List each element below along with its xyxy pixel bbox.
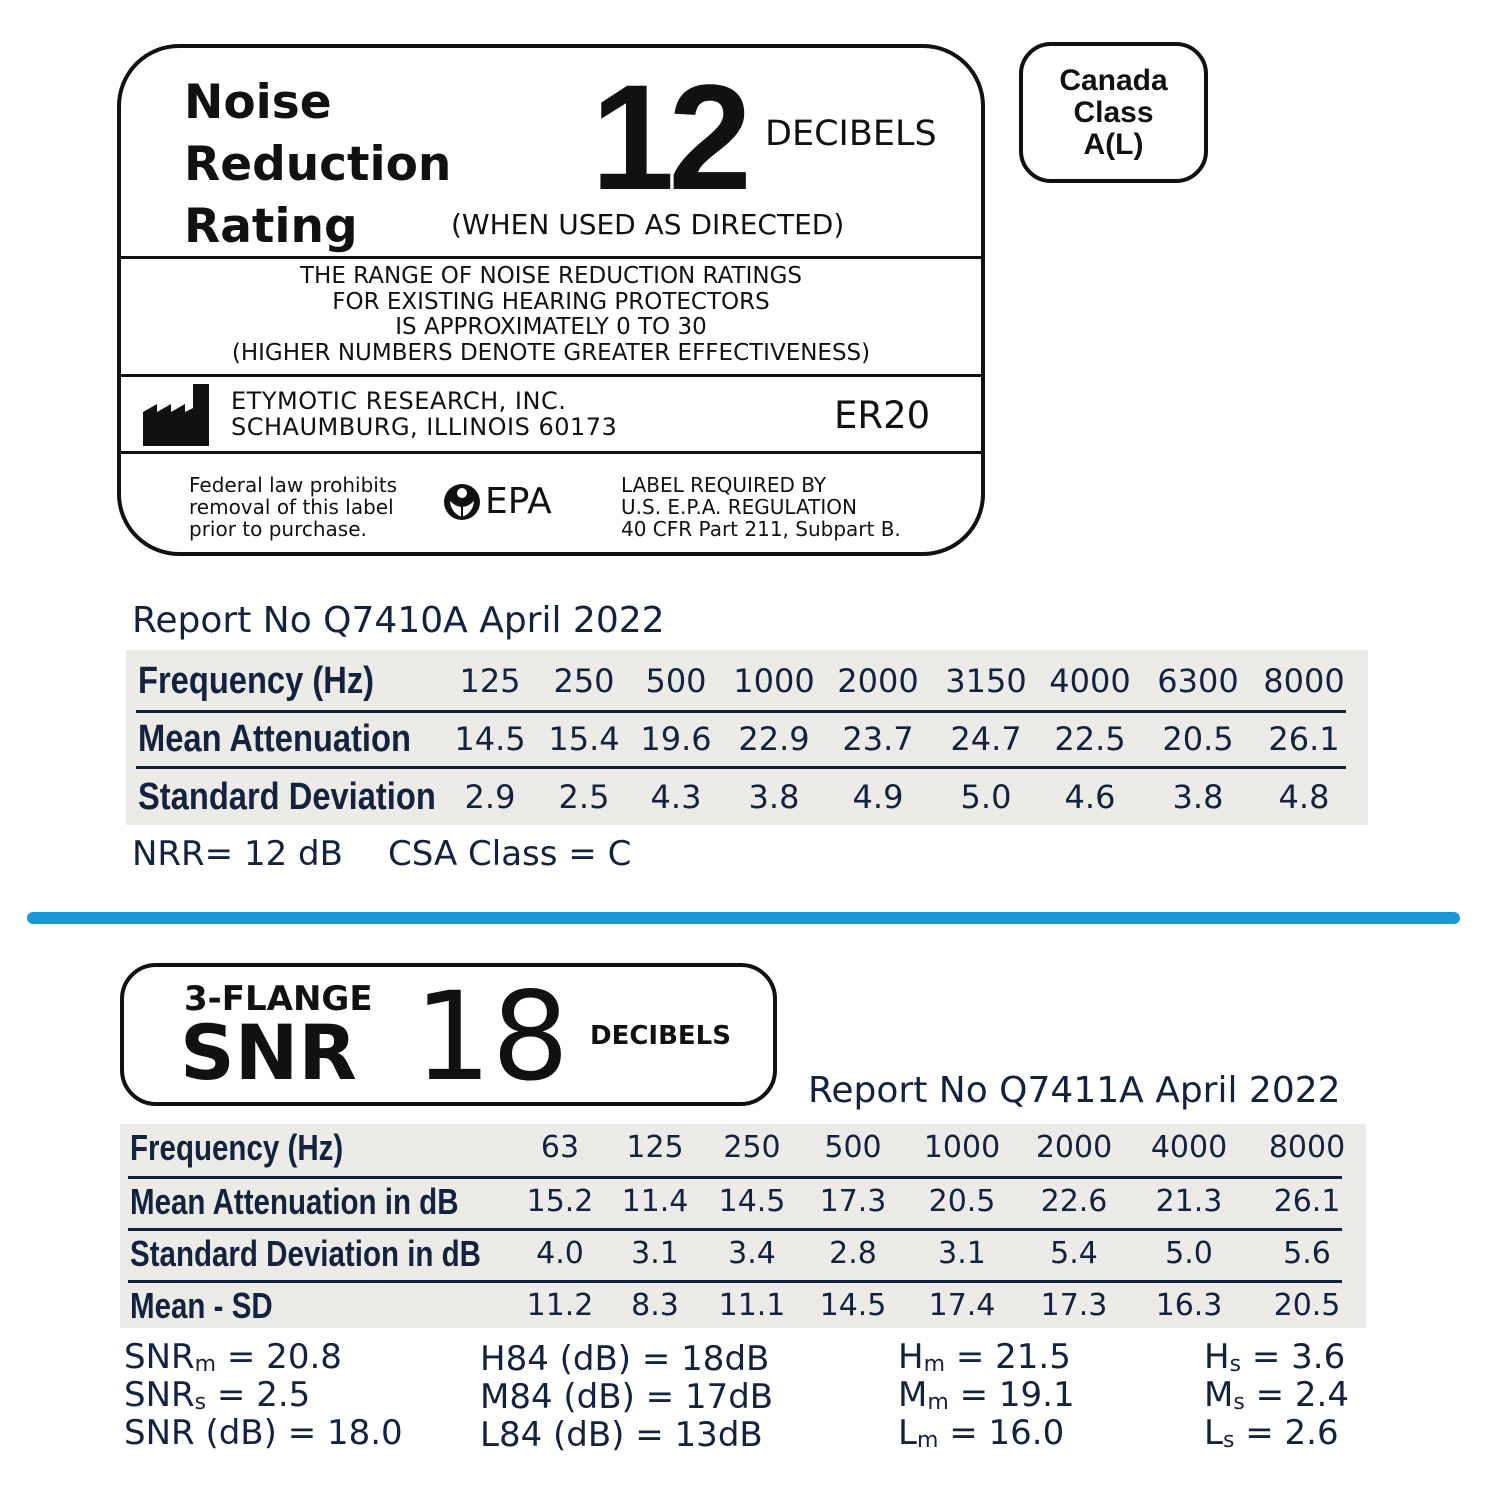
nrr-range-text: THE RANGE OF NOISE REDUCTION RATINGS FOR EXISTING HEARING PROTECTORS IS APPROXIMATELY 0 TO 30 (HIGHER NUMBERS DENOTE GREATER EFFECTIVENESS) bbox=[231, 263, 871, 366]
csa-note: CSA Class = C bbox=[388, 834, 632, 874]
manufacturer: ETYMOTIC RESEARCH, INC. SCHAUMBURG, ILLINOIS 60173 bbox=[231, 387, 618, 441]
canada-class-badge: Canada Class A(L) bbox=[1019, 42, 1208, 183]
nrr-divider bbox=[121, 256, 981, 259]
table-rule bbox=[136, 766, 1346, 769]
table-cell: 3.8 bbox=[748, 778, 800, 816]
table-cell: 3.8 bbox=[1172, 778, 1224, 816]
nrr-unit: DECIBELS bbox=[765, 114, 937, 154]
table-cell: 20.5 bbox=[1162, 720, 1234, 758]
table-cell: 2.8 bbox=[829, 1236, 877, 1271]
section-divider bbox=[27, 912, 1460, 924]
table-cell: 5.4 bbox=[1050, 1236, 1098, 1271]
table-cell: 5.6 bbox=[1283, 1236, 1331, 1271]
table-cell: 22.5 bbox=[1054, 720, 1126, 758]
attenuation-table-1 bbox=[126, 650, 1368, 825]
h84-stat: H84 (dB) = 18dB bbox=[480, 1339, 770, 1379]
row-label: Mean - SD bbox=[130, 1285, 273, 1326]
table-cell: 4000 bbox=[1150, 1130, 1228, 1165]
table-cell: 11.2 bbox=[526, 1288, 594, 1323]
m-s-stat: $M_s = 2.4$ bbox=[1204, 1375, 1349, 1415]
table-cell: 26.1 bbox=[1273, 1184, 1341, 1219]
table-cell: 14.5 bbox=[718, 1184, 786, 1219]
table-cell: 5.0 bbox=[960, 778, 1012, 816]
table-cell: 17.4 bbox=[928, 1288, 996, 1323]
table-cell: 16.3 bbox=[1155, 1288, 1223, 1323]
row-label: Mean Attenuation bbox=[138, 718, 411, 760]
label-required: LABEL REQUIRED BY U.S. E.P.A. REGULATION 40 CFR Part 211, Subpart B. bbox=[621, 473, 901, 541]
table-cell: 17.3 bbox=[819, 1184, 887, 1219]
factory-icon bbox=[143, 384, 213, 446]
table-cell: 19.6 bbox=[640, 720, 712, 758]
report-number-2: Report No Q7411A April 2022 bbox=[808, 1070, 1341, 1111]
nrr-label bbox=[117, 44, 985, 556]
table-cell: 20.5 bbox=[1273, 1288, 1341, 1323]
table-cell: 21.3 bbox=[1155, 1184, 1223, 1219]
table-cell: 4.0 bbox=[536, 1236, 584, 1271]
snr-label: SNR bbox=[180, 1008, 357, 1097]
flange-type: 3-FLANGE bbox=[184, 979, 373, 1019]
table-cell: 2000 bbox=[1035, 1130, 1113, 1165]
table-cell: 15.4 bbox=[548, 720, 620, 758]
nrr-note: NRR= 12 dB bbox=[132, 834, 343, 874]
table-cell: 4.9 bbox=[852, 778, 904, 816]
snr-value: 18 bbox=[414, 966, 570, 1108]
row-label: Standard Deviation in dB bbox=[130, 1233, 481, 1274]
report-number-1: Report No Q7410A April 2022 bbox=[132, 600, 665, 641]
table-cell: 14.5 bbox=[454, 720, 526, 758]
table-cell: 4.8 bbox=[1278, 778, 1330, 816]
table-cell: 125 bbox=[626, 1130, 684, 1165]
row-label: Standard Deviation bbox=[138, 776, 436, 818]
table-rule bbox=[128, 1280, 1342, 1283]
h-s-stat: $H_s = 3.6$ bbox=[1204, 1337, 1346, 1377]
table-cell: 4.6 bbox=[1064, 778, 1116, 816]
snr-unit: DECIBELS bbox=[590, 1021, 731, 1051]
table-cell: 250 bbox=[723, 1130, 781, 1165]
table-cell: 22.9 bbox=[738, 720, 810, 758]
table-cell: 4.3 bbox=[650, 778, 702, 816]
row-label: Mean Attenuation in dB bbox=[130, 1181, 459, 1222]
model-number: ER20 bbox=[834, 394, 931, 437]
snr-db-stat: SNR (dB) = 18.0 bbox=[124, 1413, 403, 1453]
table-cell: 5.0 bbox=[1165, 1236, 1213, 1271]
table-cell: 125 bbox=[459, 662, 521, 700]
table-rule bbox=[136, 710, 1346, 713]
nrr-directed: (WHEN USED AS DIRECTED) bbox=[451, 208, 845, 241]
table-cell: 24.7 bbox=[950, 720, 1022, 758]
table-cell: 22.6 bbox=[1040, 1184, 1108, 1219]
nrr-value: 12 bbox=[591, 53, 746, 221]
m84-stat: M84 (dB) = 17dB bbox=[480, 1377, 774, 1417]
table-cell: 26.1 bbox=[1268, 720, 1340, 758]
table-rule bbox=[128, 1228, 1342, 1231]
table-cell: 500 bbox=[645, 662, 707, 700]
table-cell: 6300 bbox=[1157, 662, 1239, 700]
table-cell: 11.4 bbox=[621, 1184, 689, 1219]
row-label: Frequency (Hz) bbox=[138, 660, 375, 702]
federal-notice: Federal law prohibits removal of this label prior to purchase. bbox=[189, 473, 398, 541]
table-cell: 14.5 bbox=[819, 1288, 887, 1323]
table-cell: 8.3 bbox=[631, 1288, 679, 1323]
l84-stat: L84 (dB) = 13dB bbox=[480, 1415, 763, 1455]
l-s-stat: $L_s = 2.6$ bbox=[1204, 1413, 1339, 1453]
table-cell: 2.5 bbox=[558, 778, 610, 816]
epa-logo: EPA bbox=[443, 482, 552, 522]
table-rule bbox=[128, 1176, 1342, 1179]
attenuation-table-2 bbox=[120, 1124, 1366, 1328]
epa-flower-icon bbox=[443, 483, 481, 521]
l-m-stat: $L_m = 16.0$ bbox=[898, 1413, 1065, 1453]
nrr-divider bbox=[121, 374, 981, 377]
table-cell: 15.2 bbox=[526, 1184, 594, 1219]
table-cell: 3.1 bbox=[631, 1236, 679, 1271]
table-cell: 250 bbox=[553, 662, 615, 700]
table-cell: 2.9 bbox=[464, 778, 516, 816]
table-cell: 23.7 bbox=[842, 720, 914, 758]
table-cell: 17.3 bbox=[1040, 1288, 1108, 1323]
table-cell: 20.5 bbox=[928, 1184, 996, 1219]
table-cell: 63 bbox=[540, 1130, 580, 1165]
nrr-divider bbox=[121, 451, 981, 454]
table-cell: 1000 bbox=[733, 662, 815, 700]
table-cell: 1000 bbox=[923, 1130, 1001, 1165]
table-cell: 3150 bbox=[945, 662, 1027, 700]
table-cell: 4000 bbox=[1049, 662, 1131, 700]
table-cell: 8000 bbox=[1268, 1130, 1346, 1165]
table-cell: 11.1 bbox=[718, 1288, 786, 1323]
row-label: Frequency (Hz) bbox=[130, 1127, 344, 1168]
nrr-title: Noise Reduction Rating bbox=[184, 75, 452, 254]
snr-s-stat: $SNR_s = 2.5$ bbox=[124, 1375, 311, 1415]
table-cell: 500 bbox=[824, 1130, 882, 1165]
table-cell: 3.4 bbox=[728, 1236, 776, 1271]
m-m-stat: $M_m = 19.1$ bbox=[898, 1375, 1075, 1415]
table-cell: 2000 bbox=[837, 662, 919, 700]
h-m-stat: $H_m = 21.5$ bbox=[898, 1337, 1071, 1377]
table-cell: 8000 bbox=[1263, 662, 1345, 700]
table-cell: 3.1 bbox=[938, 1236, 986, 1271]
snr-badge bbox=[120, 963, 777, 1106]
snr-m-stat: $SNR_m = 20.8$ bbox=[124, 1337, 342, 1377]
